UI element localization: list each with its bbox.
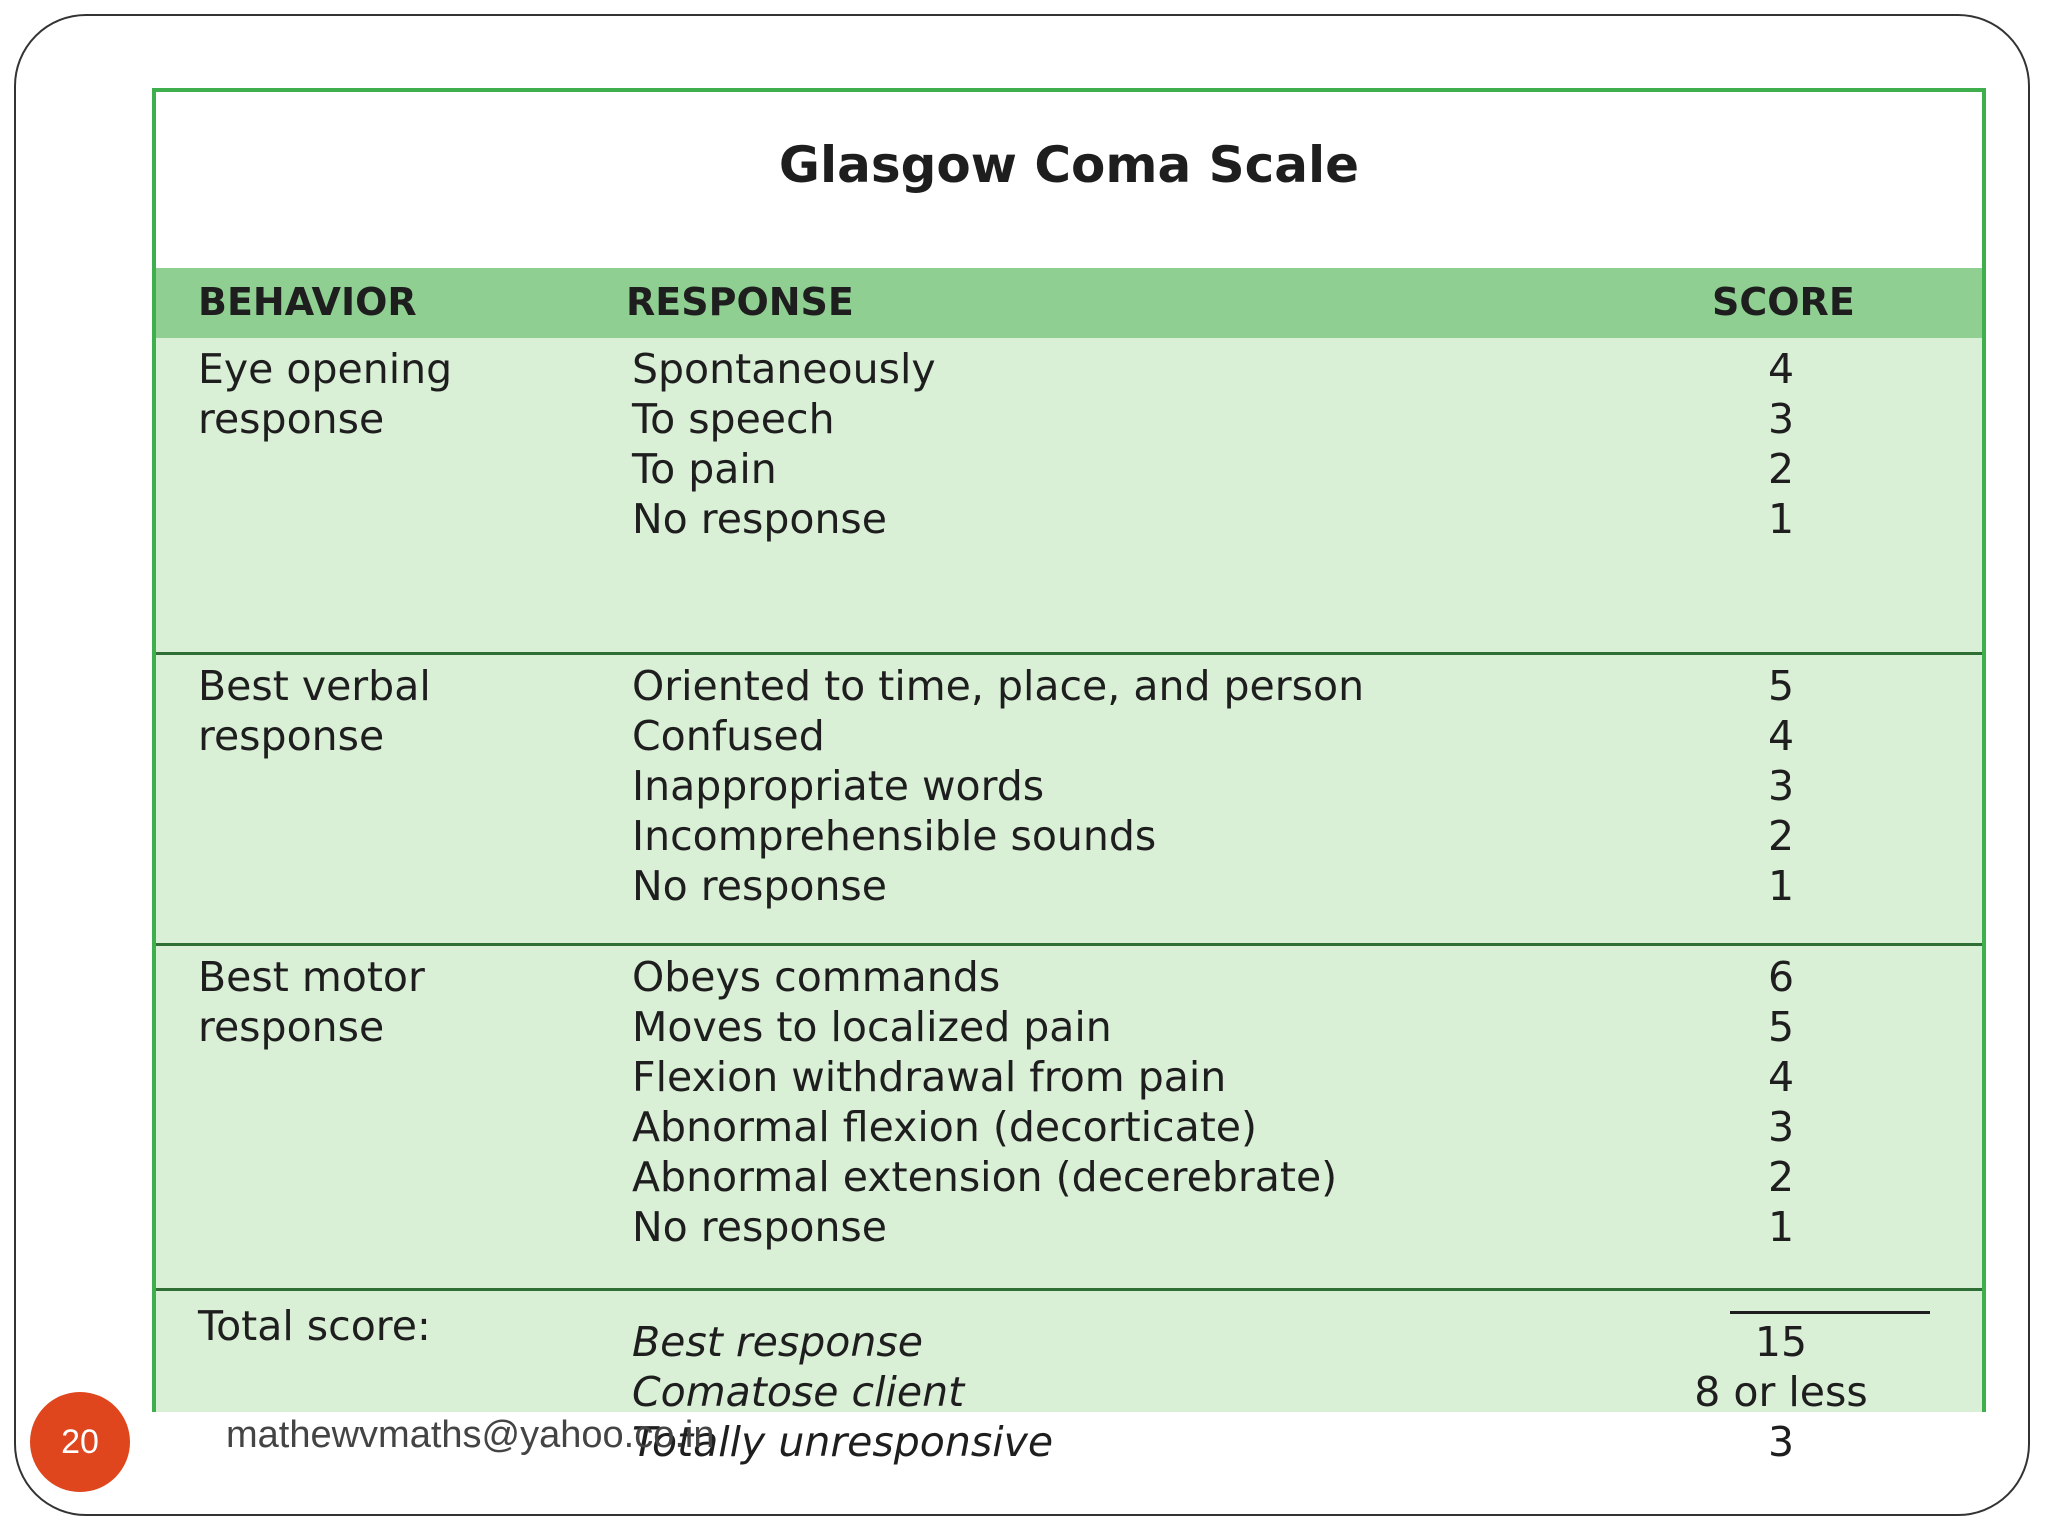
table-title: Glasgow Coma Scale: [778, 136, 1360, 194]
response-item: No response: [632, 495, 888, 543]
total-score-value: 3: [1767, 1418, 1795, 1466]
total-score-value: 8 or less: [1694, 1368, 1868, 1416]
response-item: Flexion withdrawal from pain: [632, 1053, 1227, 1101]
response-item: Abnormal extension (decerebrate): [632, 1153, 1338, 1201]
title-area: [156, 92, 1982, 268]
response-item: No response: [632, 1203, 888, 1251]
behavior-label: Best motor response: [198, 953, 425, 1051]
response-list: [632, 344, 1732, 544]
response-item: Obeys commands: [632, 953, 1001, 1001]
score-value: 3: [1767, 762, 1795, 810]
score-list: [1646, 952, 1916, 1252]
response-item: Inappropriate words: [632, 762, 1045, 810]
total-response-item: Totally unresponsive: [632, 1418, 1054, 1466]
score-value: 5: [1767, 662, 1795, 710]
score-list: [1646, 344, 1916, 544]
section-motor-response: [156, 946, 1982, 1291]
score-value: 4: [1767, 1053, 1795, 1101]
score-value: 2: [1767, 445, 1795, 493]
total-score-value: 15: [1754, 1318, 1808, 1366]
response-item: No response: [632, 862, 888, 910]
sum-line: [1730, 1311, 1930, 1314]
score-value: 3: [1767, 395, 1795, 443]
score-value: 1: [1767, 495, 1795, 543]
response-item: Incomprehensible sounds: [632, 812, 1157, 860]
header-response: RESPONSE: [626, 280, 854, 324]
score-value: 1: [1767, 1203, 1795, 1251]
score-list: [1646, 661, 1916, 911]
total-score-list: [1646, 1317, 1916, 1467]
score-value: 1: [1767, 862, 1795, 910]
score-value: 6: [1767, 953, 1795, 1001]
header-behavior: BEHAVIOR: [198, 280, 417, 324]
behavior-label: Best verbal response: [198, 662, 431, 760]
response-item: Oriented to time, place, and person: [632, 662, 1365, 710]
score-value: 5: [1767, 1003, 1795, 1051]
response-item: To pain: [632, 445, 777, 493]
page-number-badge: 20: [30, 1392, 130, 1492]
score-value: 2: [1767, 812, 1795, 860]
response-list: [632, 952, 1732, 1252]
section-eye-opening: [156, 338, 1982, 655]
total-response-item: Comatose client: [632, 1368, 965, 1416]
response-item: Confused: [632, 712, 825, 760]
footer-email: mathewvmaths@yahoo.co.in: [226, 1414, 715, 1456]
header-row: [156, 268, 1982, 338]
section-verbal-response: [156, 655, 1982, 946]
total-response-item: Best response: [632, 1318, 923, 1366]
score-value: 4: [1767, 345, 1795, 393]
score-value: 3: [1767, 1103, 1795, 1151]
behavior-label: Eye opening response: [198, 345, 453, 443]
response-item: Moves to localized pain: [632, 1003, 1112, 1051]
response-list: [632, 661, 1732, 911]
total-score-label: Total score:: [198, 1302, 431, 1350]
response-item: To speech: [632, 395, 835, 443]
score-value: 4: [1767, 712, 1795, 760]
header-score: SCORE: [1712, 280, 1855, 324]
response-item: Spontaneously: [632, 345, 936, 393]
response-item: Abnormal flexion (decorticate): [632, 1103, 1258, 1151]
score-value: 2: [1767, 1153, 1795, 1201]
